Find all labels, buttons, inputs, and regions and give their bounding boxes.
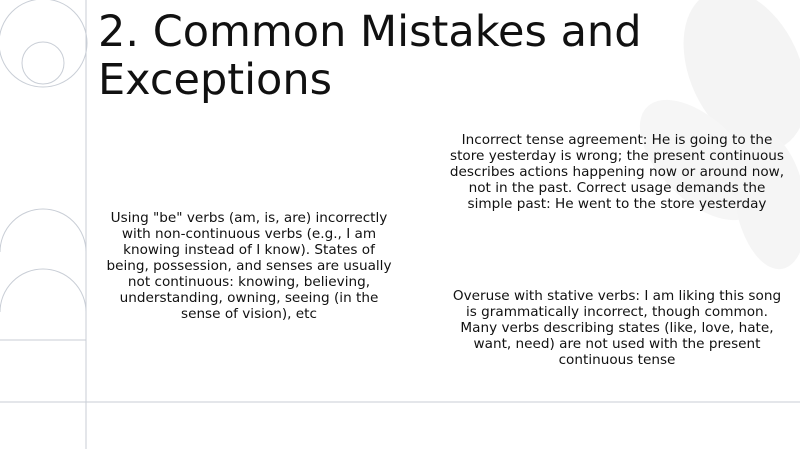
slide-title: 2. Common Mistakes and Exceptions [98,7,642,105]
small-circle-ornament [22,42,64,84]
arch-ornament-lower [0,269,86,312]
left-text-block: Using "be" verbs (am, is, are) incorrectly with non-continuous verbs (e.g., I am knowing instead of I know). States of being, possession, and senses are usually not continuous: knowing, believing, understanding, owning, seeing (in the sense of vision), etc [106,210,392,322]
right-bottom-text-block: Overuse with stative verbs: I am liking this song is grammatically incorrect, though common. Many verbs describing states (like, love, hate, want, need) are not used with the present continuous tense [452,288,782,368]
arch-ornament-upper [0,209,86,340]
right-top-text-block: Incorrect tense agreement: He is going to the store yesterday is wrong; the present continuous describes actions happening now or around now, not in the past. Correct usage demands the simple past: He went to the store yesterday [449,132,785,212]
large-circle-ornament [0,0,87,87]
